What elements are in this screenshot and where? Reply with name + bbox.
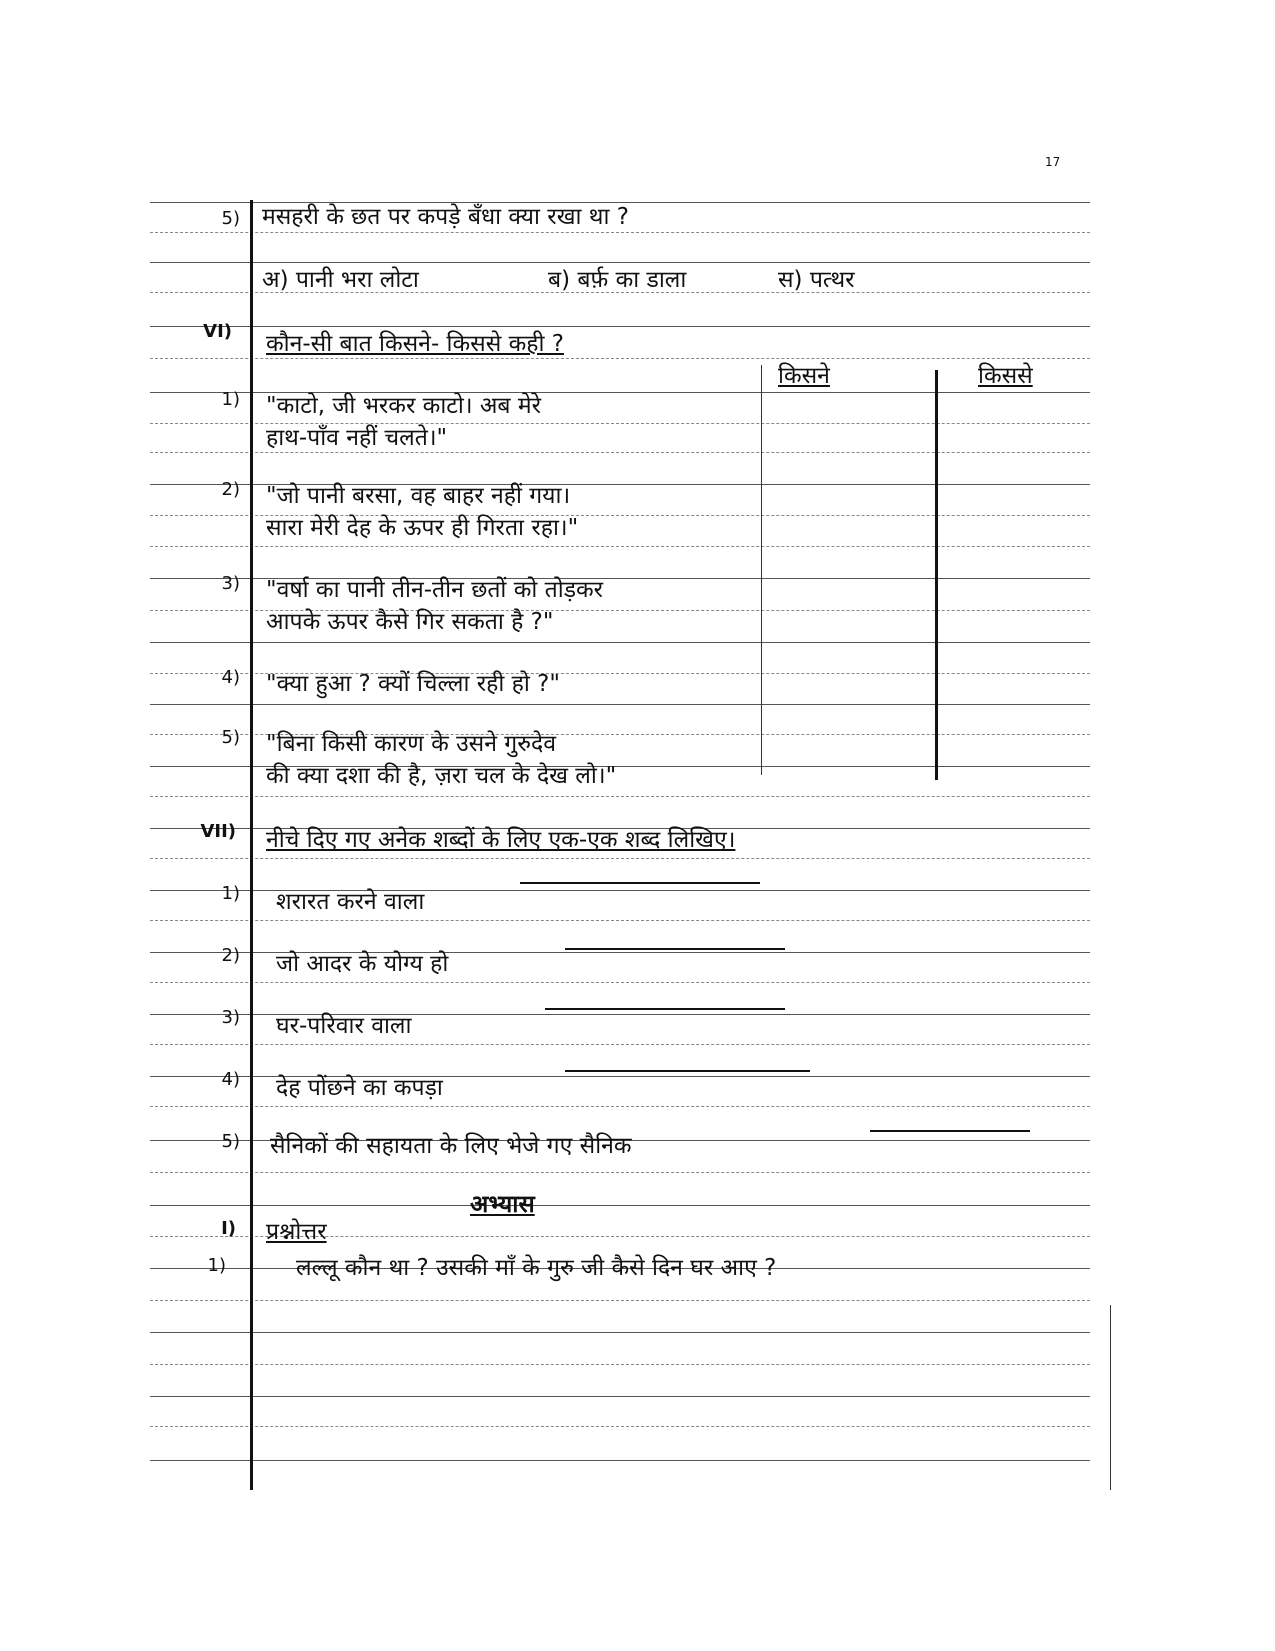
item-number: 3) [221,1007,240,1028]
item-number: 2) [221,479,240,500]
item-number: 5) [221,727,240,748]
quote-line: सारा मेरी देह के ऊपर ही गिरता रहा।" [266,515,579,541]
option-a: अ) पानी भरा लोटा [262,267,419,293]
ruled-line [150,326,1090,327]
table-divider-line [935,370,938,780]
question-text: लल्लू कौन था ? उसकी माँ के गुरु जी कैसे दिन घर आए ? [296,1255,777,1281]
question-number: 5) [221,208,240,229]
answer-blank[interactable] [565,1070,810,1072]
section-heading: प्रश्नोत्तर [266,1219,327,1245]
option-c: स) पत्थर [778,267,855,293]
page-number: 17 [1045,155,1061,169]
answer-blank[interactable] [545,1008,785,1010]
ruled-line [150,1106,1090,1107]
ruled-line [150,920,1090,921]
quote-line: "क्या हुआ ? क्यों चिल्ला रही हो ?" [266,671,560,697]
prompt-text: देह पोंछने का कपड़ा [276,1075,443,1101]
ruled-line [150,1044,1090,1045]
ruled-line [150,796,1090,797]
ruled-line [150,1300,1090,1301]
item-number: 1) [207,1255,226,1276]
prompt-text: शरारत करने वाला [276,889,425,915]
item-number: 4) [221,667,240,688]
section-heading: कौन-सी बात किसने- किससे कही ? [266,331,564,357]
item-number: 4) [221,1069,240,1090]
ruled-line [150,1205,1090,1206]
item-number: 3) [221,573,240,594]
ruled-line [150,982,1090,983]
item-number: 2) [221,945,240,966]
quote-line: "जो पानी बरसा, वह बाहर नहीं गया। [266,483,571,509]
item-number: 1) [221,389,240,410]
ruled-line [150,1460,1090,1461]
ruled-line [150,1426,1090,1427]
ruled-line [150,546,1090,547]
quote-line: की क्या दशा की है, ज़रा चल के देख लो।" [266,763,617,789]
section-number: VI) [203,321,232,342]
exercise-title: अभ्यास [470,1190,535,1218]
ruled-line [150,1332,1090,1333]
option-b: ब) बर्फ़ का डाला [548,267,687,293]
ruled-line [150,704,1090,705]
section-number: VII) [200,821,236,842]
section-number: I) [221,1218,236,1239]
prompt-text: घर-परिवार वाला [276,1013,412,1039]
quote-line: "काटो, जी भरकर काटो। अब मेरे [266,393,542,419]
ruled-line [150,642,1090,643]
margin-line [250,200,253,1490]
answer-blank[interactable] [565,948,785,950]
column-header-kisse: किससे [978,363,1033,389]
section-heading: नीचे दिए गए अनेक शब्दों के लिए एक-एक शब्द लिखिए। [266,827,736,853]
prompt-text: जो आदर के योग्य हो [276,951,449,977]
table-divider-line [761,365,762,775]
page-edge-line [1110,1305,1111,1490]
quote-line: हाथ-पाँव नहीं चलते।" [266,425,448,451]
ruled-line [150,1364,1090,1365]
ruled-line [150,1172,1090,1173]
column-header-kisne: किसने [778,363,830,389]
question-text: मसहरी के छत पर कपड़े बँधा क्या रखा था ? [262,204,629,230]
quote-line: "वर्षा का पानी तीन-तीन छतों को तोड़कर [266,577,604,603]
answer-blank[interactable] [870,1130,1030,1132]
ruled-line [150,262,1090,263]
item-number: 1) [221,883,240,904]
quote-line: आपके ऊपर कैसे गिर सकता है ?" [266,609,554,635]
ruled-line [150,452,1090,453]
ruled-line [150,1396,1090,1397]
item-number: 5) [221,1131,240,1152]
ruled-line [150,858,1090,859]
ruled-line [150,232,1090,233]
answer-blank[interactable] [520,882,760,884]
ruled-line [150,358,1090,359]
prompt-text: सैनिकों की सहायता के लिए भेजे गए सैनिक [270,1133,632,1159]
quote-line: "बिना किसी कारण के उसने गुरुदेव [266,731,557,757]
